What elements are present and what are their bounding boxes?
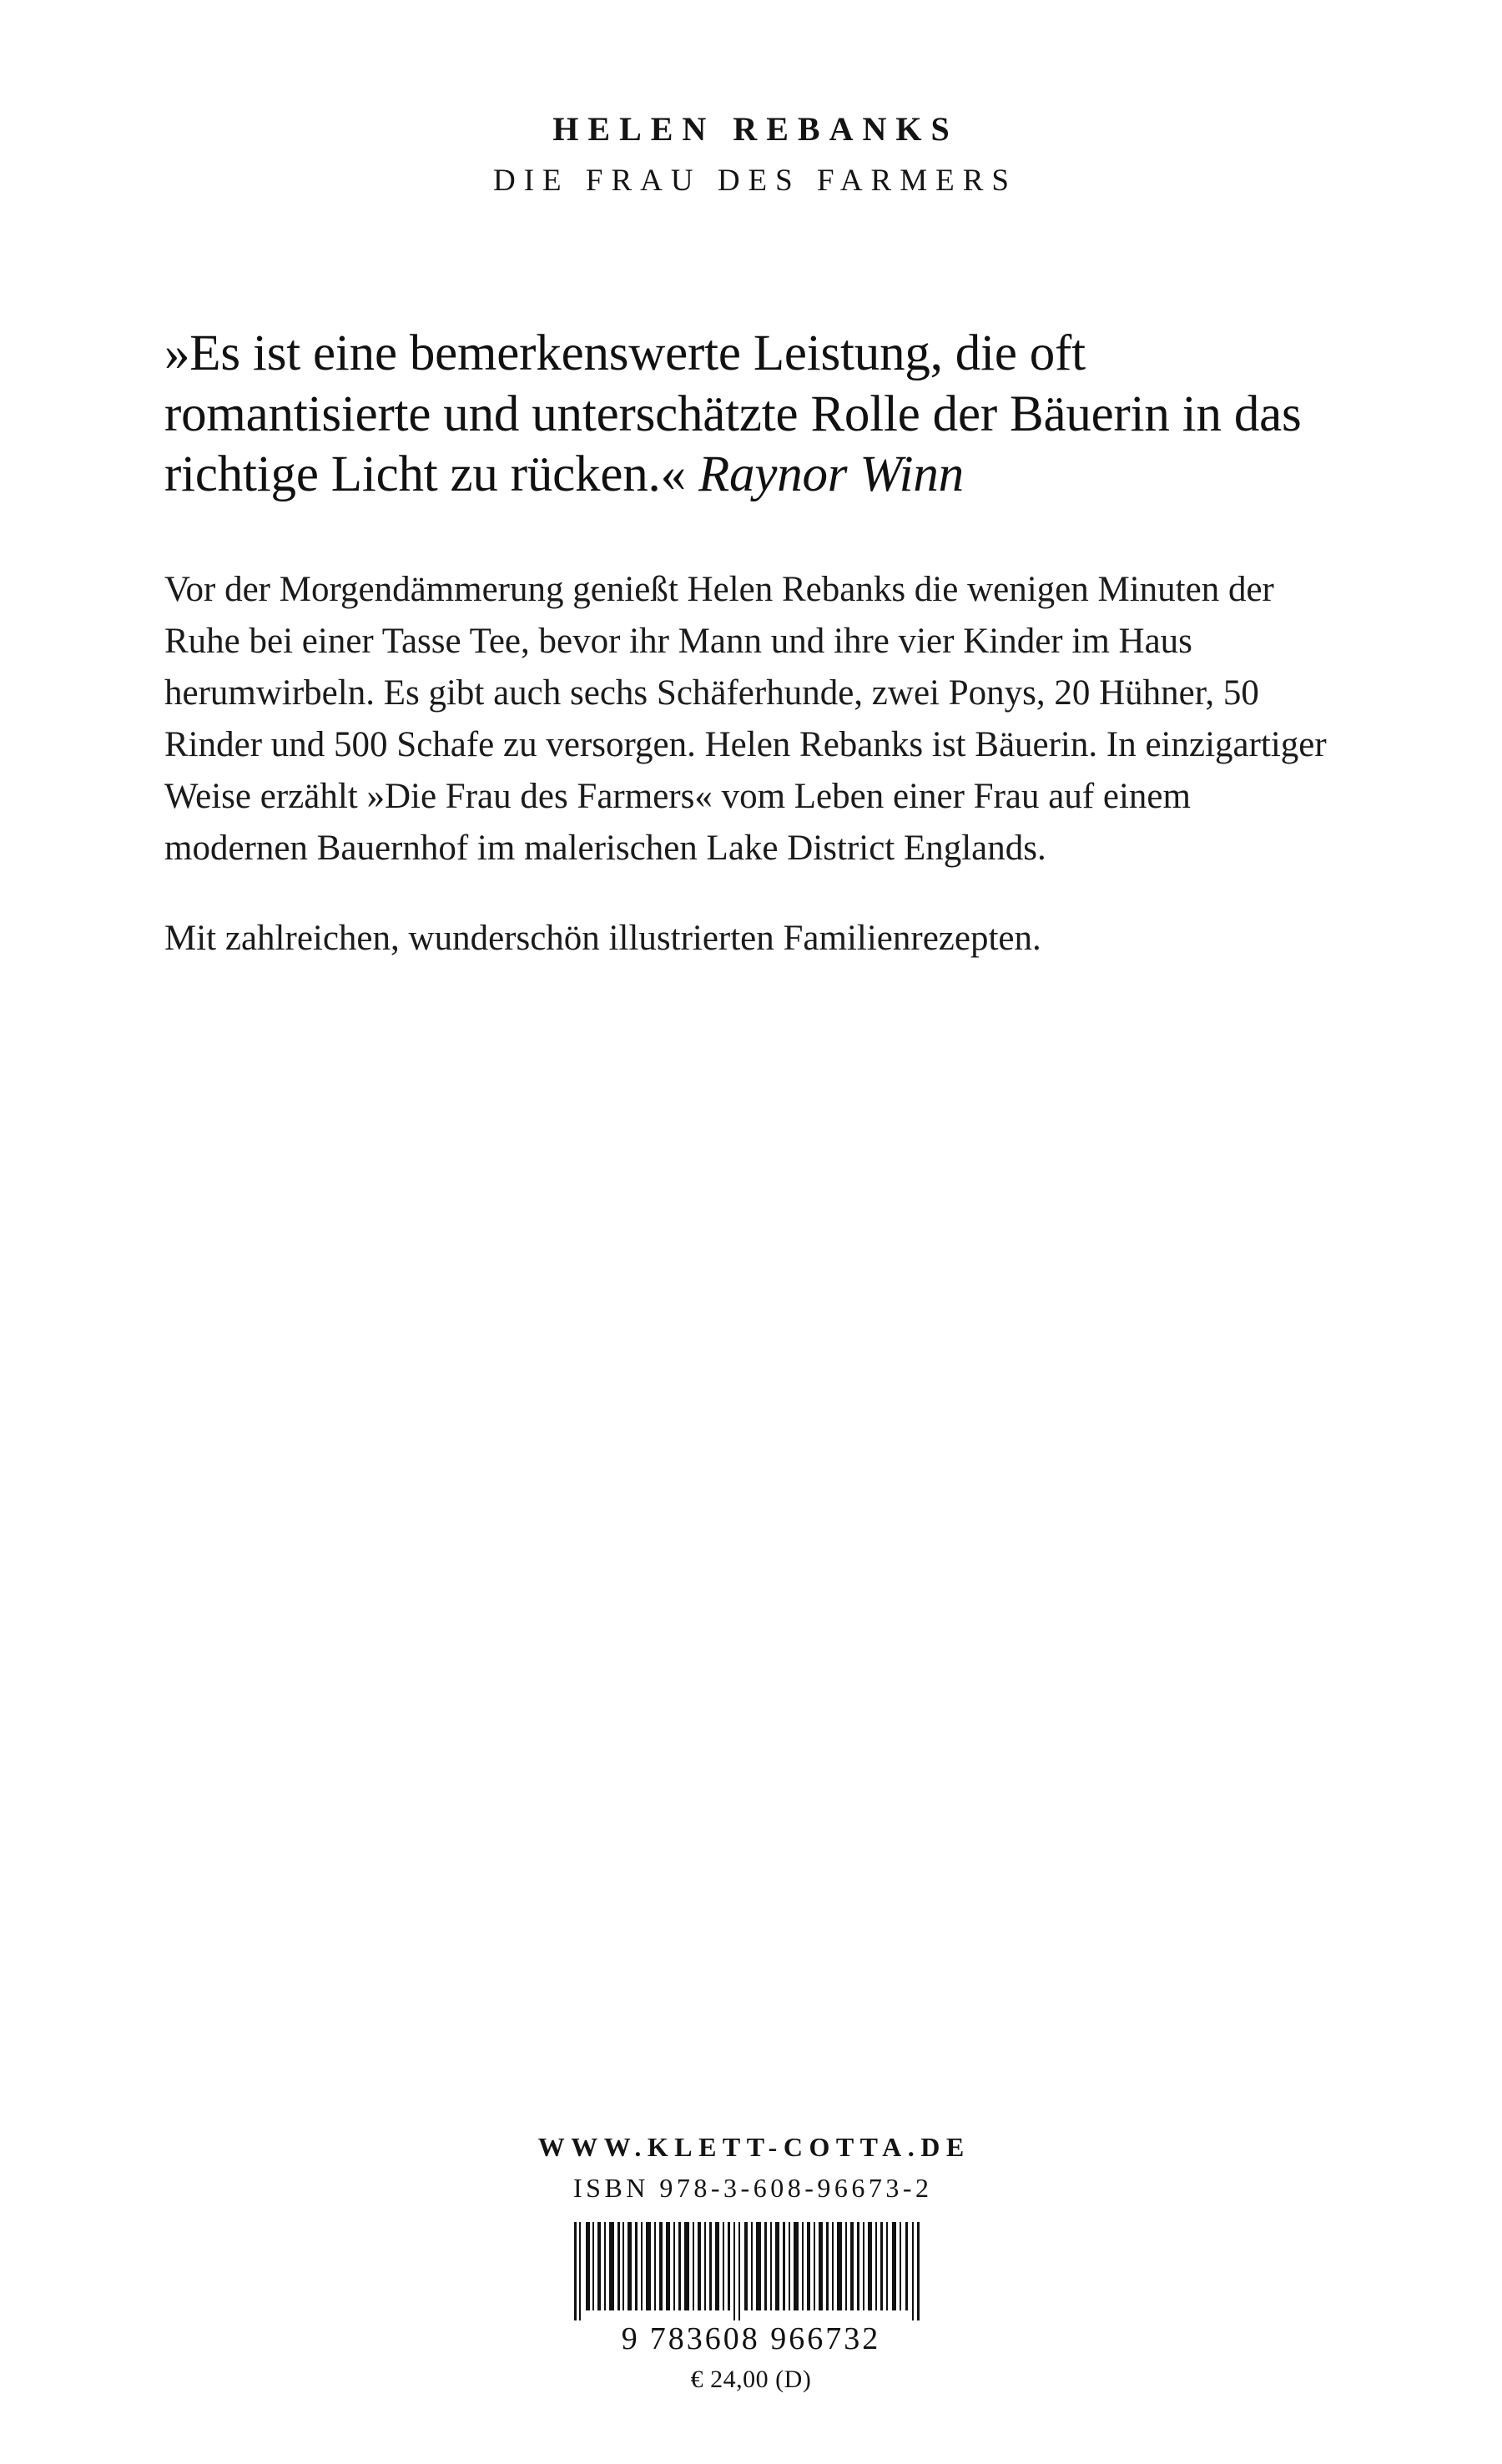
cover-header [0,107,1502,202]
cover-content [0,324,1502,965]
blurb-paragraph-2: Mit zahlreichen, wunderschön illustrierten Familienrezepten. [164,919,1041,959]
price-text: € 24,00 (D) [690,2366,812,2393]
publisher-website[interactable]: WWW.KLETT-COTTA.DE [537,2132,970,2162]
blurb-text [164,564,1339,965]
pull-quote [164,324,1339,506]
barcode-main-digits: 783608 966732 [649,2321,881,2356]
barcode-lead-digit: 9 [621,2321,640,2356]
barcode-number [567,2320,935,2357]
cover-footer [0,2132,1502,2394]
isbn-text: ISBN 978-3-608-96673-2 [572,2173,933,2203]
pull-quote-text: »Es ist eine bemerkenswerte Leistung, die oft romantisierte und unterschätzte Rolle der Bäuerin in das richtige Licht zu rücken.« [164,325,1302,503]
blurb-paragraph-1: Vor der Morgendämmerung genießt Helen Rebanks die wenigen Minuten der Ruhe bei einer Tasse Tee, bevor ihr Mann und ihre vier Kinder im Haus herumwirbeln. Es gibt auch sechs Schäferhunde, zwei Ponys, 20 Hühner, 50 Rinder und 500 Schafe zu versorgen. Helen Rebanks ist Bäuerin. In einzigartiger Weise erzählt »Die Frau des Farmers« vom Leben einer Frau auf einem modernen Bauernhof im malerischen Lake District Englands. [164,569,1327,869]
pull-quote-attribution: Raynor Winn [698,446,964,503]
author-name: HELEN REBANKS [552,110,959,148]
book-title: DIE FRAU DES FARMERS [493,164,1017,198]
barcode [567,2222,935,2357]
barcode-image [567,2222,935,2329]
